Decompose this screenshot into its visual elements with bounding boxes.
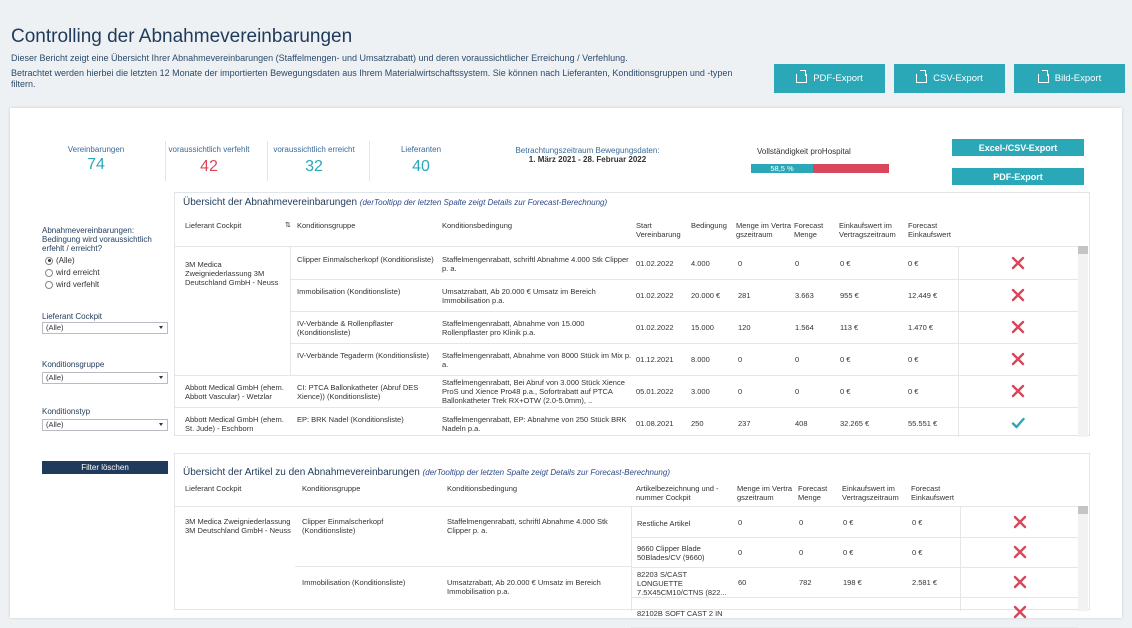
radio-dot bbox=[45, 281, 53, 289]
forecast-value-cell: 0 € bbox=[912, 518, 923, 527]
forecast-value-cell: 0 € bbox=[908, 355, 919, 364]
quantity-cell: 0 bbox=[738, 518, 743, 527]
radio-reached[interactable]: wird erreicht bbox=[45, 268, 100, 277]
value-cell: 0 € bbox=[843, 518, 854, 527]
divider bbox=[175, 407, 1078, 408]
quantity-cell: 0 bbox=[738, 355, 743, 364]
filter-supplier-label: Lieferant Cockpit bbox=[42, 312, 103, 321]
share-icon bbox=[1038, 74, 1049, 83]
pdf-export-button[interactable]: PDF-Export bbox=[774, 64, 885, 93]
divider bbox=[175, 246, 1081, 247]
col-header[interactable]: Konditionsgruppe bbox=[297, 221, 356, 230]
radio-missed[interactable]: wird verfehlt bbox=[45, 280, 99, 289]
col-header[interactable]: Einkaufswert im Vertragszeitraum bbox=[842, 484, 899, 502]
condition-cell: Staffelmengenrabatt, Abnahme von 15.000 Rollenpflaster pro Klinik p.a. bbox=[442, 318, 585, 337]
value-cell: 198 € bbox=[843, 578, 862, 587]
col-header[interactable]: Menge im Vertragszeitraum bbox=[736, 221, 792, 239]
condition-cell: Staffelmengenrabatt, schriftl Abnahme 4.000 Stk Clipper p. a. bbox=[442, 254, 629, 273]
group-cell: Immobilisation (Konditionsliste) bbox=[297, 287, 401, 296]
page-description: Dieser Bericht zeigt eine Übersicht Ihrer Abnahmevereinbarungen (Staffelmengen- und Umsatzrabatt) und deren voraussichtlicher Erreichung / Verfehlung. bbox=[11, 53, 628, 63]
divider bbox=[290, 279, 1078, 280]
forecast-value-cell: 1.470 € bbox=[908, 323, 934, 332]
quantity-cell: 60 bbox=[738, 578, 747, 587]
completeness-label: Vollständigkeit proHospital bbox=[757, 147, 851, 156]
condition-value-cell: 15.000 bbox=[691, 323, 714, 332]
scrollbar[interactable] bbox=[1078, 506, 1088, 611]
quantity-cell: 0 bbox=[738, 259, 743, 268]
quantity-cell: 120 bbox=[738, 323, 751, 332]
pdf-export-button-2[interactable]: PDF-Export bbox=[952, 168, 1084, 185]
period-info: Betrachtungszeitraum Bewegungsdaten: 1. März 2021 - 28. Februar 2022 bbox=[515, 146, 660, 164]
value-cell: 955 € bbox=[840, 291, 859, 300]
col-header[interactable]: Menge im Vertragszeitraum bbox=[737, 484, 793, 502]
group-cell: IV-Verbände & Rollenpflaster (Konditionsliste) bbox=[297, 319, 394, 337]
chevron-down-icon bbox=[159, 326, 163, 329]
articles-table bbox=[174, 453, 1090, 618]
value-cell: 0 € bbox=[840, 387, 851, 396]
filter-condition-label: Abnahmevereinbarungen: Bedingung wird voraussichtlich erfehlt / erreicht? bbox=[42, 226, 152, 253]
image-export-button[interactable]: Bild-Export bbox=[1014, 64, 1125, 93]
start-cell: 01.02.2022 bbox=[636, 259, 674, 268]
divider bbox=[175, 375, 1078, 376]
forecast-value-cell: 12.449 € bbox=[908, 291, 938, 300]
condition-value-cell: 3.000 bbox=[691, 387, 710, 396]
divider bbox=[290, 343, 1078, 344]
forecast-quantity-cell: 3.663 bbox=[795, 291, 814, 300]
condition-cell: Umsatzrabatt, Ab 20.000 € Umsatz im Bereich Immobilisation p.a. bbox=[447, 578, 601, 596]
start-cell: 05.01.2022 bbox=[636, 387, 674, 396]
agreements-table bbox=[174, 192, 1090, 436]
group-cell: IV-Verbände Tegaderm (Konditionsliste) bbox=[297, 351, 430, 360]
divider bbox=[175, 506, 1081, 507]
col-header[interactable]: Konditionsbedingung bbox=[442, 221, 513, 230]
col-header[interactable]: Forecast Einkaufswert bbox=[911, 484, 954, 502]
page-title: Controlling der Abnahmevereinbarungen bbox=[11, 26, 353, 47]
start-cell: 01.02.2022 bbox=[636, 323, 674, 332]
divider bbox=[295, 566, 631, 567]
condition-value-cell: 250 bbox=[691, 419, 704, 428]
kpi-lieferanten[interactable]: Lieferanten 40 bbox=[400, 145, 442, 175]
completeness-bar bbox=[751, 164, 889, 173]
value-cell: 32.265 € bbox=[840, 419, 870, 428]
close-icon[interactable] bbox=[1011, 384, 1025, 398]
excel-csv-export-button[interactable]: Excel-/CSV-Export bbox=[952, 139, 1084, 156]
divider bbox=[958, 246, 959, 437]
forecast-quantity-cell: 0 bbox=[795, 259, 800, 268]
kpi-verfehlt[interactable]: voraussichtlich verfehlt 42 bbox=[168, 145, 250, 175]
value-cell: 0 € bbox=[840, 259, 851, 268]
forecast-quantity-cell: 0 bbox=[795, 355, 800, 364]
article-cell: 82102B SOFT CAST 2 IN bbox=[637, 608, 723, 618]
close-icon[interactable] bbox=[1013, 545, 1027, 559]
condition-value-cell: 4.000 bbox=[691, 259, 710, 268]
forecast-value-cell: 0 € bbox=[912, 548, 923, 557]
group-cell: Immobilisation (Konditionsliste) bbox=[302, 578, 406, 587]
article-cell: 82203 S/CAST LONGUETTE 7.5X45CM10/CTNS (822... bbox=[637, 569, 727, 597]
close-icon[interactable] bbox=[1011, 256, 1025, 270]
col-header[interactable]: Forecast Menge bbox=[798, 484, 828, 502]
csv-export-button[interactable]: CSV-Export bbox=[894, 64, 1005, 93]
supplier-cell: Abbott Medical GmbH (ehem. Abbott Vascular) - Wetzlar bbox=[185, 383, 284, 401]
value-cell: 0 € bbox=[840, 355, 851, 364]
type-select[interactable]: (Alle) bbox=[42, 419, 168, 431]
articles-table-title: Übersicht der Artikel zu den Abnahmevereinbarungen (derTooltipp der letzten Spalte zeigt Details zur Forecast-Berechnung) bbox=[183, 467, 670, 478]
col-header[interactable]: Forecast Einkaufswert bbox=[908, 221, 951, 239]
divider bbox=[631, 506, 632, 611]
col-header[interactable]: Bedingung bbox=[691, 221, 727, 230]
divider bbox=[631, 597, 1078, 598]
completeness-fill: 58,5 % bbox=[751, 164, 813, 173]
scrollbar[interactable] bbox=[1078, 246, 1088, 437]
col-header[interactable]: Konditionsbedingung bbox=[447, 484, 518, 493]
col-header[interactable]: Artikelbezeichnung und -nummer Cockpit bbox=[636, 484, 719, 502]
filter-group-label: Konditionsgruppe bbox=[42, 360, 105, 369]
supplier-cell: 3M Medica Zweigniederlassung 3M Deutschland GmbH - Neuss bbox=[185, 517, 291, 535]
group-cell: Clipper Einmalscherkopf (Konditionsliste) bbox=[302, 517, 384, 535]
condition-cell: Staffelmengenrabatt, Abnahme von 8000 Stück im Mix p. a. bbox=[442, 350, 632, 369]
forecast-value-cell: 0 € bbox=[908, 387, 919, 396]
quantity-cell: 281 bbox=[738, 291, 751, 300]
forecast-value-cell: 2.581 € bbox=[912, 578, 938, 587]
article-cell: Restliche Artikel bbox=[637, 518, 691, 528]
group-cell: Clipper Einmalscherkopf (Konditionsliste) bbox=[297, 255, 434, 264]
share-icon bbox=[916, 74, 927, 83]
condition-value-cell: 20.000 € bbox=[691, 291, 721, 300]
col-header[interactable]: Einkaufswert im Vertragszeitraum bbox=[839, 221, 896, 239]
group-select[interactable]: (Alle) bbox=[42, 372, 168, 384]
checkmark-icon[interactable] bbox=[1011, 416, 1025, 430]
start-cell: 01.08.2021 bbox=[636, 419, 674, 428]
article-cell: 9660 Clipper Blade 50Blades/CV (9660) bbox=[637, 544, 705, 562]
group-cell: EP: BRK Nadel (Konditionsliste) bbox=[297, 415, 404, 424]
divider bbox=[631, 567, 1078, 568]
condition-cell: Umsatzrabatt, Ab 20.000 € Umsatz im Bereich Immobilisation p.a. bbox=[442, 286, 596, 305]
scrollbar-thumb[interactable] bbox=[1078, 246, 1088, 254]
forecast-value-cell: 0 € bbox=[908, 259, 919, 268]
scrollbar-thumb[interactable] bbox=[1078, 506, 1088, 514]
radio-all[interactable]: (Alle) bbox=[45, 256, 75, 265]
close-icon[interactable] bbox=[1013, 575, 1027, 589]
col-header[interactable]: Konditionsgruppe bbox=[302, 484, 361, 493]
col-header[interactable]: Forecast Menge bbox=[794, 221, 824, 239]
filter-type-label: Konditionstyp bbox=[42, 407, 91, 416]
divider bbox=[369, 141, 370, 181]
kpi-vereinbarungen[interactable]: Vereinbarungen 74 bbox=[67, 145, 125, 173]
quantity-cell: 0 bbox=[738, 548, 743, 557]
share-icon bbox=[796, 74, 807, 83]
forecast-quantity-cell: 408 bbox=[795, 419, 808, 428]
supplier-select[interactable]: (Alle) bbox=[42, 322, 168, 334]
forecast-quantity-cell: 0 bbox=[795, 387, 800, 396]
forecast-quantity-cell: 0 bbox=[799, 548, 804, 557]
chevron-down-icon bbox=[159, 423, 163, 426]
chevron-down-icon bbox=[159, 376, 163, 379]
value-cell: 113 € bbox=[840, 323, 859, 332]
radio-dot bbox=[45, 269, 53, 277]
forecast-quantity-cell: 1.564 bbox=[795, 323, 814, 332]
quantity-cell: 0 bbox=[738, 387, 743, 396]
close-icon[interactable] bbox=[1013, 515, 1027, 529]
divider bbox=[631, 537, 1078, 538]
close-icon[interactable] bbox=[1013, 605, 1027, 619]
condition-cell: Staffelmengenrabatt, Bei Abruf von 3.000 Stück Xience ProS und Xience Pro48 p.a., Sofortrabatt auf PTCA Ballonkatheter Trek RX+OTW (2.0-5.0mm), .. bbox=[442, 378, 625, 405]
start-cell: 01.02.2022 bbox=[636, 291, 674, 300]
start-cell: 01.12.2021 bbox=[636, 355, 674, 364]
group-cell: CI: PTCA Ballonkatheter (Abruf DES Xience)) (Konditionsliste) bbox=[297, 383, 419, 401]
col-header[interactable]: Start Vereinbarung bbox=[636, 221, 681, 239]
page-description-2: Betrachtet werden hierbei die letzten 12 Monate der importierten Bewegungsdaten aus Ihrem Materialwirtschaftssystem. Sie können nach Lieferanten, Konditionsgruppen und -typen filtern. bbox=[11, 68, 733, 89]
close-icon[interactable] bbox=[1011, 352, 1025, 366]
close-icon[interactable] bbox=[1011, 320, 1025, 334]
forecast-value-cell: 55.551 € bbox=[908, 419, 938, 428]
condition-cell: Staffelmengenrabatt, schriftl Abnahme 4.000 Stk Clipper p. a. bbox=[447, 517, 608, 535]
sort-icon[interactable]: ⇅ bbox=[285, 222, 291, 229]
condition-value-cell: 8.000 bbox=[691, 355, 710, 364]
col-header[interactable]: Lieferant Cockpit bbox=[185, 484, 242, 493]
forecast-quantity-cell: 0 bbox=[799, 518, 804, 527]
supplier-cell: Abbott Medical GmbH (ehem. St. Jude) - Eschborn bbox=[185, 415, 284, 433]
value-cell: 0 € bbox=[843, 548, 854, 557]
agreements-table-title: Übersicht der Abnahmevereinbarungen (derTooltipp der letzten Spalte zeigt Details zur Forecast-Berechnung) bbox=[183, 197, 608, 208]
radio-dot bbox=[45, 257, 53, 265]
quantity-cell: 237 bbox=[738, 419, 751, 428]
col-header[interactable]: Lieferant Cockpit bbox=[185, 221, 242, 230]
clear-filter-button[interactable]: Filter löschen bbox=[42, 461, 168, 474]
close-icon[interactable] bbox=[1011, 288, 1025, 302]
supplier-cell: 3M Medica Zweigniederlassung 3M Deutschland GmbH - Neuss bbox=[185, 260, 279, 287]
forecast-quantity-cell: 782 bbox=[799, 578, 812, 587]
divider bbox=[290, 311, 1078, 312]
condition-cell: Staffelmengenrabatt, EP: Abnahme von 250 Stück BRK Nadeln p.a. bbox=[442, 414, 627, 433]
kpi-erreicht[interactable]: voraussichtlich erreicht 32 bbox=[273, 145, 355, 175]
